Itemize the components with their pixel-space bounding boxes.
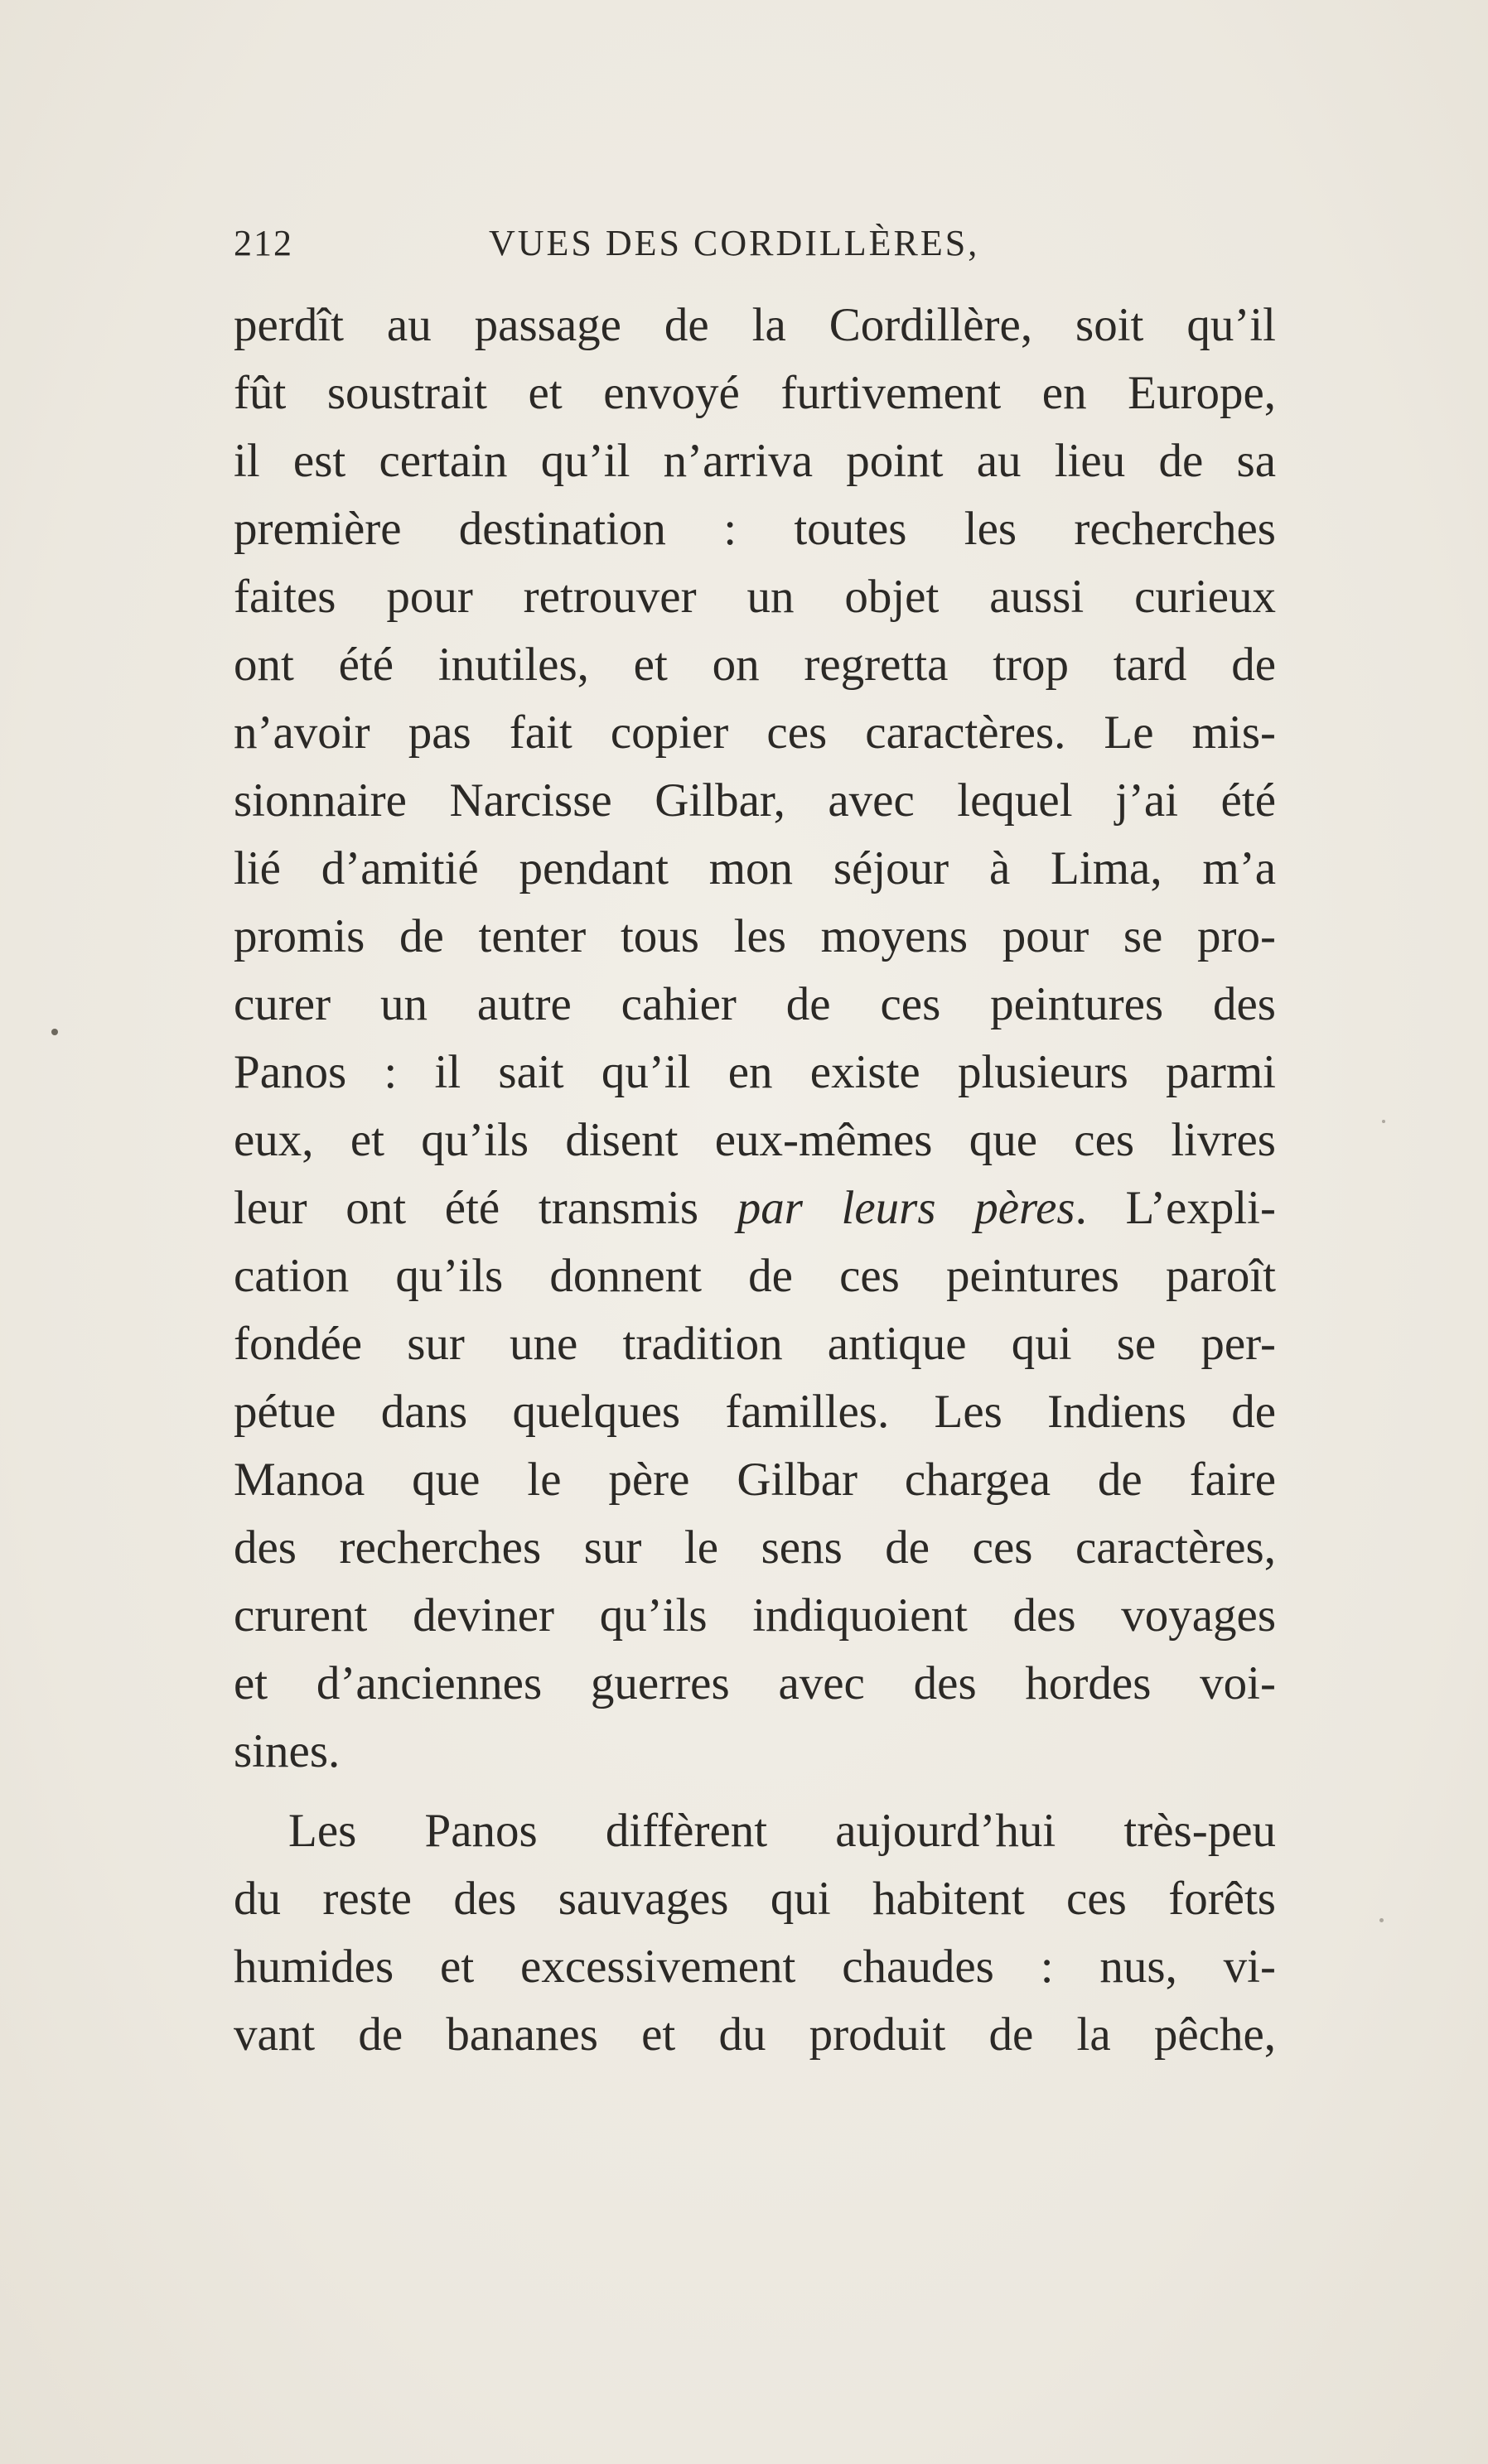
- text-line: faites pour retrouver un objet aussi curieux: [234, 571, 1276, 623]
- paper-speck: [1382, 1120, 1385, 1123]
- paper-speck: [51, 1029, 58, 1035]
- text-line: fût soustrait et envoyé furtivement en Europe,: [234, 367, 1276, 419]
- text-line: sines.: [234, 1725, 341, 1777]
- text-line: du reste des sauvages qui habitent ces forêts: [234, 1873, 1276, 1925]
- text-line: et d’anciennes guerres avec des hordes voi-: [234, 1657, 1276, 1709]
- text-fragment: . L’expli-: [1075, 1182, 1276, 1234]
- text-line: des recherches sur le sens de ces caractères,: [234, 1521, 1276, 1574]
- text-line: pétue dans quelques familles. Les Indiens de: [234, 1386, 1276, 1438]
- running-title: VUES DES CORDILLÈRES,: [489, 223, 980, 263]
- text-line: première destination : toutes les recherches: [234, 503, 1276, 555]
- text-line: promis de tenter tous les moyens pour se pro-: [234, 910, 1276, 962]
- paragraph-gap: [234, 1786, 1276, 1797]
- text-line: cation qu’ils donnent de ces peintures paroît: [234, 1250, 1276, 1302]
- text-line: lié d’amitié pendant mon séjour à Lima, m’a: [234, 842, 1276, 894]
- text-line: humides et excessivement chaudes : nus, vi-: [234, 1941, 1276, 1993]
- text-line-with-italic: [234, 1174, 1276, 1242]
- text-line: il est certain qu’il n’arriva point au lieu de sa: [234, 435, 1276, 487]
- text-line: eux, et qu’ils disent eux-mêmes que ces livres: [234, 1114, 1276, 1166]
- text-line: fondée sur une tradition antique qui se per-: [234, 1318, 1276, 1370]
- text-line: perdît au passage de la Cordillère, soit qu’il: [234, 299, 1276, 351]
- text-line: crurent deviner qu’ils indiquoient des voyages: [234, 1589, 1276, 1642]
- text-line: Panos : il sait qu’il en existe plusieurs parmi: [234, 1046, 1276, 1098]
- text-line: ont été inutiles, et on regretta trop tard de: [234, 639, 1276, 691]
- text-line: Les Panos diffèrent aujourd’hui très-peu: [288, 1805, 1276, 1857]
- page-number: 212: [234, 223, 293, 263]
- page-header: [234, 222, 1012, 272]
- body-text: [234, 292, 1276, 2069]
- text-fragment: leur ont été transmis: [234, 1182, 737, 1234]
- text-line: sionnaire Narcisse Gilbar, avec lequel j’ai été: [234, 774, 1276, 827]
- text-line: n’avoir pas fait copier ces caractères. Le mis-: [234, 706, 1276, 759]
- text-line: vant de bananes et du produit de la pêche,: [234, 2008, 1276, 2061]
- text-line: curer un autre cahier de ces peintures des: [234, 978, 1276, 1030]
- italic-phrase: par leurs pères: [737, 1182, 1075, 1234]
- paper-speck: [1379, 1918, 1384, 1922]
- text-line: Manoa que le père Gilbar chargea de faire: [234, 1454, 1276, 1506]
